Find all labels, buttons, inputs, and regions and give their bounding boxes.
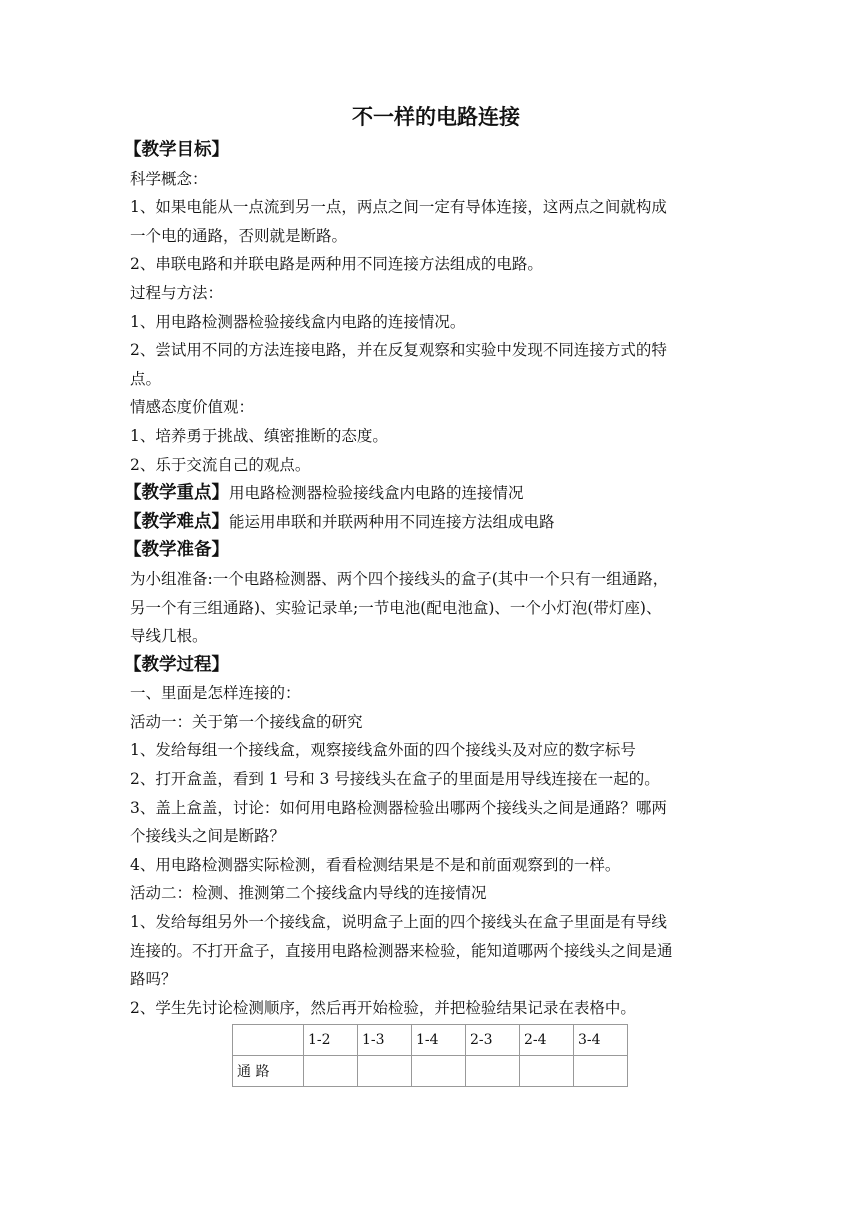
section-heading-preparation: 【教学准备】: [124, 540, 229, 561]
paragraph-line: 2、串联电路和并联电路是两种用不同连接方法组成的电路。: [130, 255, 543, 274]
difficulty-line: [124, 508, 742, 537]
table-header-cell: 3-4: [574, 1025, 628, 1056]
table-cell: [520, 1056, 574, 1087]
paragraph-line: 1、发给每组另外一个接线盒，说明盒子上面的四个接线头在盒子里面是有导线: [130, 913, 667, 932]
table-row: [233, 1056, 628, 1087]
paragraph-line: 1、如果电能从一点流到另一点，两点之间一定有导体连接，这两点之间就构成: [130, 198, 667, 217]
table-header-row: [233, 1025, 628, 1056]
paragraph-line: 一个电的通路，否则就是断路。: [130, 226, 348, 245]
subheading-methods: 过程与方法：: [130, 283, 224, 302]
table-header-cell: 1-2: [304, 1025, 358, 1056]
paragraph-line: 活动二：检测、推测第二个接线盒内导线的连接情况: [130, 884, 487, 903]
table-cell: [466, 1056, 520, 1087]
table-cell: [358, 1056, 412, 1087]
table-header-cell: 1-4: [412, 1025, 466, 1056]
key-point-heading: 【教学重点】: [124, 483, 229, 504]
result-table-wrapper: [232, 1024, 742, 1087]
table-corner-cell: [233, 1025, 304, 1056]
paragraph-line: 点。: [130, 369, 162, 388]
table-header-cell: 2-4: [520, 1025, 574, 1056]
paragraph-line: 连接的。不打开盒子，直接用电路检测器来检验，能知道哪两个接线头之间是通: [130, 941, 673, 960]
subheading-attitudes: 情感态度价值观：: [130, 398, 255, 417]
section-heading-objectives: 【教学目标】: [124, 140, 229, 160]
paragraph-line: 另一个有三组通路)、实验记录单;一节电池(配电池盒)、一个小灯泡(带灯座)、: [130, 598, 662, 617]
paragraph-line: 2、打开盒盖，看到 1 号和 3 号接线头在盒子的里面是用导线连接在一起的。: [130, 770, 660, 789]
section-heading-process: 【教学过程】: [124, 654, 229, 675]
document-page: [124, 100, 742, 1087]
paragraph-line: 一、里面是怎样连接的：: [130, 684, 301, 703]
paragraph-line: 个接线头之间是断路？: [130, 827, 286, 846]
paragraph-line: 导线几根。: [130, 627, 208, 646]
key-point-line: [124, 479, 742, 508]
difficulty-heading: 【教学难点】: [124, 511, 229, 532]
table-cell: [412, 1056, 466, 1087]
paragraph-line: 2、学生先讨论检测顺序，然后再开始检验，并把检验结果记录在表格中。: [130, 998, 636, 1017]
paragraph-line: 路吗？: [130, 970, 177, 989]
paragraph-line: 3、盖上盒盖，讨论：如何用电路检测器检验出哪两个接线头之间是通路？哪两: [130, 798, 667, 817]
key-point-text: 用电路检测器检验接线盒内电路的连接情况: [229, 484, 524, 503]
paragraph-line: 2、尝试用不同的方法连接电路，并在反复观察和实验中发现不同连接方式的特: [130, 341, 667, 360]
subheading-concepts: 科学概念：: [130, 169, 208, 188]
paragraph-line: 1、用电路检测器检验接线盒内电路的连接情况。: [130, 312, 466, 331]
page-title: 不一样的电路连接: [352, 105, 520, 129]
table-header-cell: 2-3: [466, 1025, 520, 1056]
table-cell: [304, 1056, 358, 1087]
paragraph-line: 1、培养勇于挑战、缜密推断的态度。: [130, 426, 388, 445]
table-row-label: 通 路: [233, 1056, 304, 1087]
paragraph-line: 为小组准备:一个电路检测器、两个四个接线头的盒子(其中一个只有一组通路，: [130, 569, 669, 588]
difficulty-text: 能运用串联和并联两种用不同连接方法组成电路: [229, 512, 555, 531]
paragraph-line: 活动一：关于第一个接线盒的研究: [130, 712, 363, 731]
paragraph-line: 2、乐于交流自己的观点。: [130, 455, 311, 474]
result-table: [232, 1024, 628, 1087]
paragraph-line: 4、用电路检测器实际检测，看看检测结果是不是和前面观察到的一样。: [130, 855, 621, 874]
table-header-cell: 1-3: [358, 1025, 412, 1056]
table-cell: [574, 1056, 628, 1087]
paragraph-line: 1、发给每组一个接线盒，观察接线盒外面的四个接线头及对应的数字标号: [130, 741, 636, 760]
